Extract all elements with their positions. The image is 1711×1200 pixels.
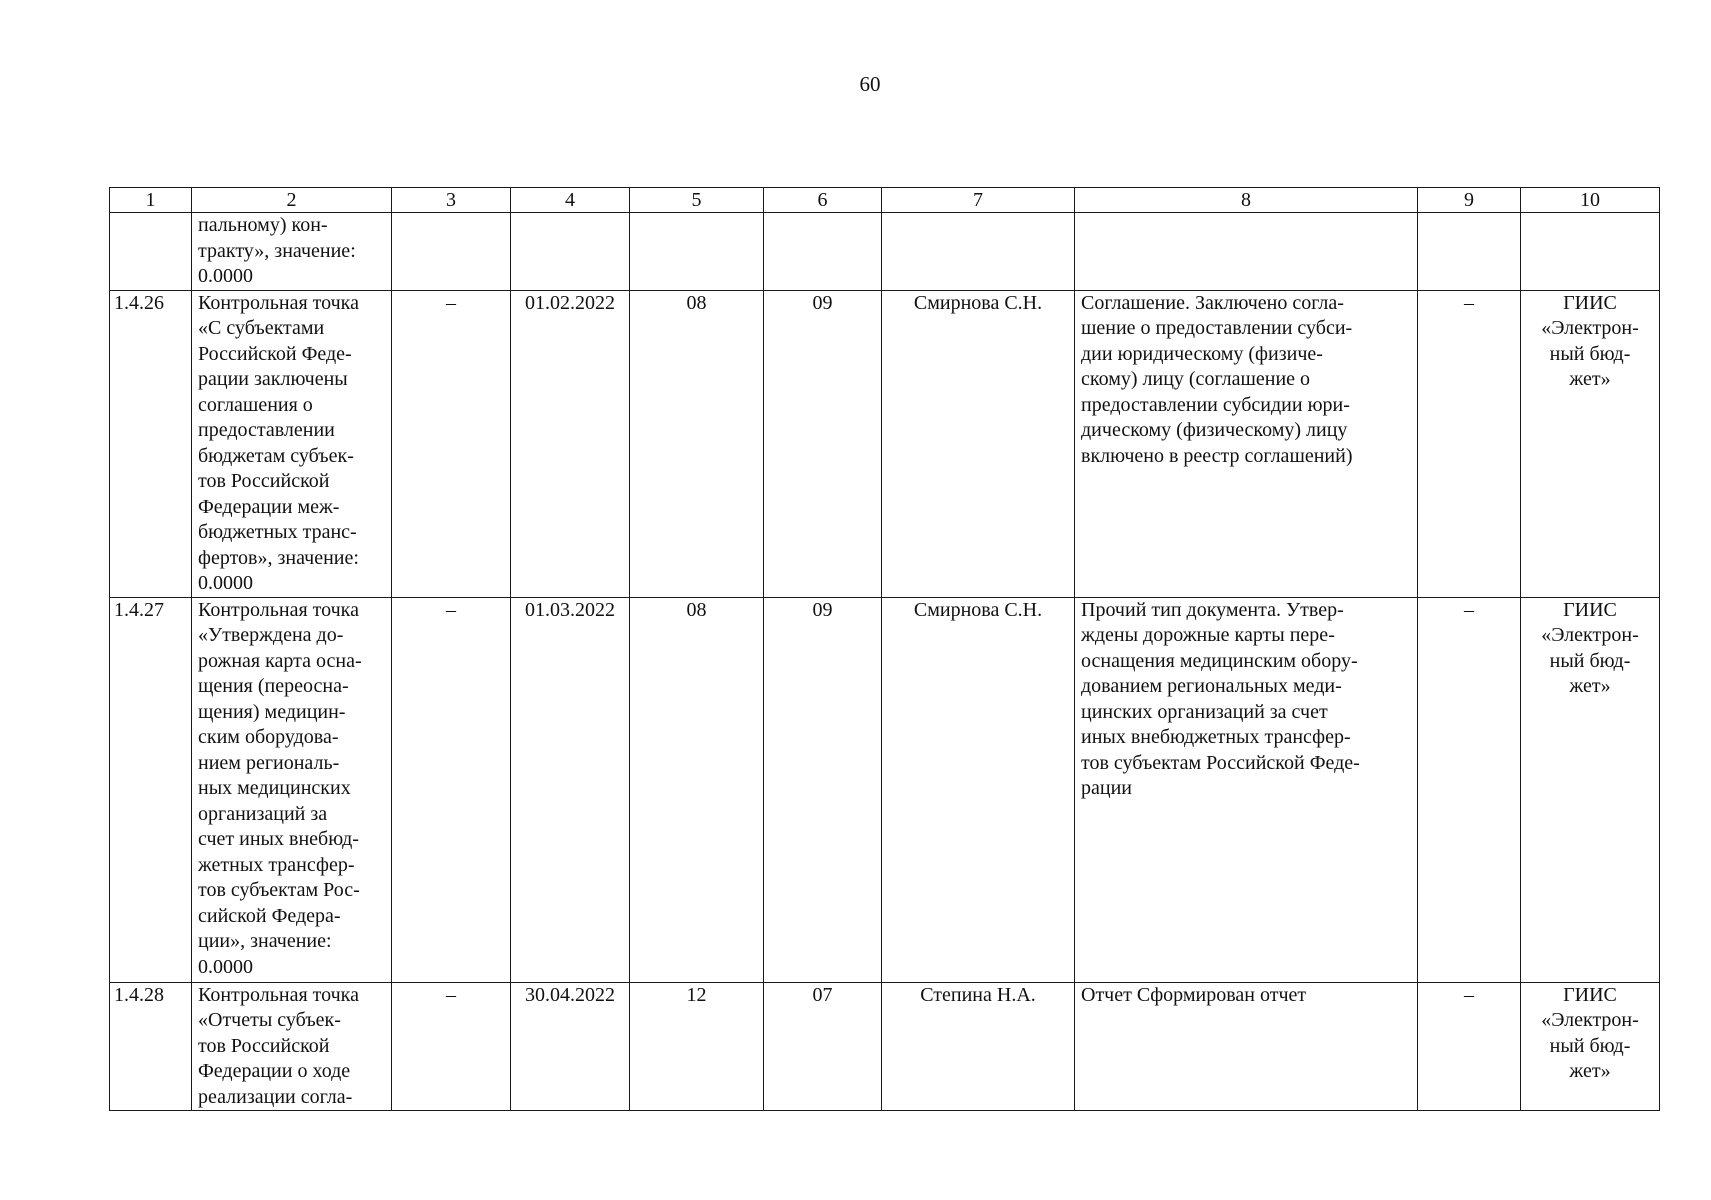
plan-table bbox=[109, 187, 1660, 1111]
date-cell: 30.04.2022 bbox=[511, 982, 630, 1111]
control-point-name: Контрольная точка «Отчеты субъек- тов Российской Федерации о ходе реализации согла- bbox=[192, 982, 392, 1111]
system-cell bbox=[1521, 213, 1660, 291]
control-point-name: Контрольная точка «С субъектами Российской Феде- рации заключены соглашения о предоставлении бюджетам субъек- тов Российской Федерации меж- бюджетных транс- фертов», значение: 0.0000 bbox=[192, 290, 392, 597]
column-header: 10 bbox=[1521, 188, 1660, 213]
table-row bbox=[110, 290, 1660, 597]
row-number: 1.4.27 bbox=[110, 597, 192, 982]
column-header: 6 bbox=[764, 188, 882, 213]
col6-cell bbox=[764, 213, 882, 291]
row-number: 1.4.28 bbox=[110, 982, 192, 1111]
row-number: 1.4.26 bbox=[110, 290, 192, 597]
responsible-cell: Смирнова С.Н. bbox=[882, 290, 1075, 597]
col9-cell: – bbox=[1418, 597, 1521, 982]
col5-cell: 08 bbox=[630, 290, 764, 597]
table-row bbox=[110, 213, 1660, 291]
document-cell: Отчет Сформирован отчет bbox=[1075, 982, 1418, 1111]
date-cell bbox=[511, 213, 630, 291]
col9-cell: – bbox=[1418, 982, 1521, 1111]
column-header: 9 bbox=[1418, 188, 1521, 213]
column-header: 1 bbox=[110, 188, 192, 213]
system-cell: ГИИС «Электрон- ный бюд- жет» bbox=[1521, 290, 1660, 597]
date-cell: 01.03.2022 bbox=[511, 597, 630, 982]
column-header: 5 bbox=[630, 188, 764, 213]
column-header: 7 bbox=[882, 188, 1075, 213]
responsible-cell: Степина Н.А. bbox=[882, 982, 1075, 1111]
system-cell: ГИИС «Электрон- ный бюд- жет» bbox=[1521, 982, 1660, 1111]
responsible-cell: Смирнова С.Н. bbox=[882, 597, 1075, 982]
page-number: 60 bbox=[859, 72, 881, 96]
table-row bbox=[110, 597, 1660, 982]
system-cell: ГИИС «Электрон- ный бюд- жет» bbox=[1521, 597, 1660, 982]
col3-cell: – bbox=[392, 982, 511, 1111]
control-point-name: пальному) кон- тракту», значение: 0.0000 bbox=[192, 213, 392, 291]
col5-cell bbox=[630, 213, 764, 291]
document-cell bbox=[1075, 213, 1418, 291]
column-header: 2 bbox=[192, 188, 392, 213]
col3-cell: – bbox=[392, 290, 511, 597]
col6-cell: 09 bbox=[764, 597, 882, 982]
document-cell: Соглашение. Заключено согла- шение о предоставлении субси- дии юридическому (физиче- скому) лицу (соглашение о предоставлении субсидии юри- дическому (физическому) лицу включено в реестр соглашений) bbox=[1075, 290, 1418, 597]
col6-cell: 09 bbox=[764, 290, 882, 597]
header-row bbox=[110, 188, 1660, 213]
col6-cell: 07 bbox=[764, 982, 882, 1111]
control-point-name: Контрольная точка «Утверждена до- рожная карта осна- щения (переосна- щения) медицин- ским оборудова- нием региональ- ных медицинских организаций за счет иных внебюд- жетных трансфер- тов субъектам Рос- сийской Федера- ции», значение: 0.0000 bbox=[192, 597, 392, 982]
document-cell: Прочий тип документа. Утвер- ждены дорожные карты пере- оснащения медицинским обору- дованием региональных меди- цинских организаций за счет иных внебюджетных трансфер- тов субъектам Российской Феде- рации bbox=[1075, 597, 1418, 982]
responsible-cell bbox=[882, 213, 1075, 291]
col9-cell bbox=[1418, 213, 1521, 291]
col9-cell: – bbox=[1418, 290, 1521, 597]
table-row bbox=[110, 982, 1660, 1111]
column-header: 3 bbox=[392, 188, 511, 213]
date-cell: 01.02.2022 bbox=[511, 290, 630, 597]
row-number bbox=[110, 213, 192, 291]
column-header: 4 bbox=[511, 188, 630, 213]
col3-cell bbox=[392, 213, 511, 291]
column-header: 8 bbox=[1075, 188, 1418, 213]
col3-cell: – bbox=[392, 597, 511, 982]
col5-cell: 08 bbox=[630, 597, 764, 982]
col5-cell: 12 bbox=[630, 982, 764, 1111]
